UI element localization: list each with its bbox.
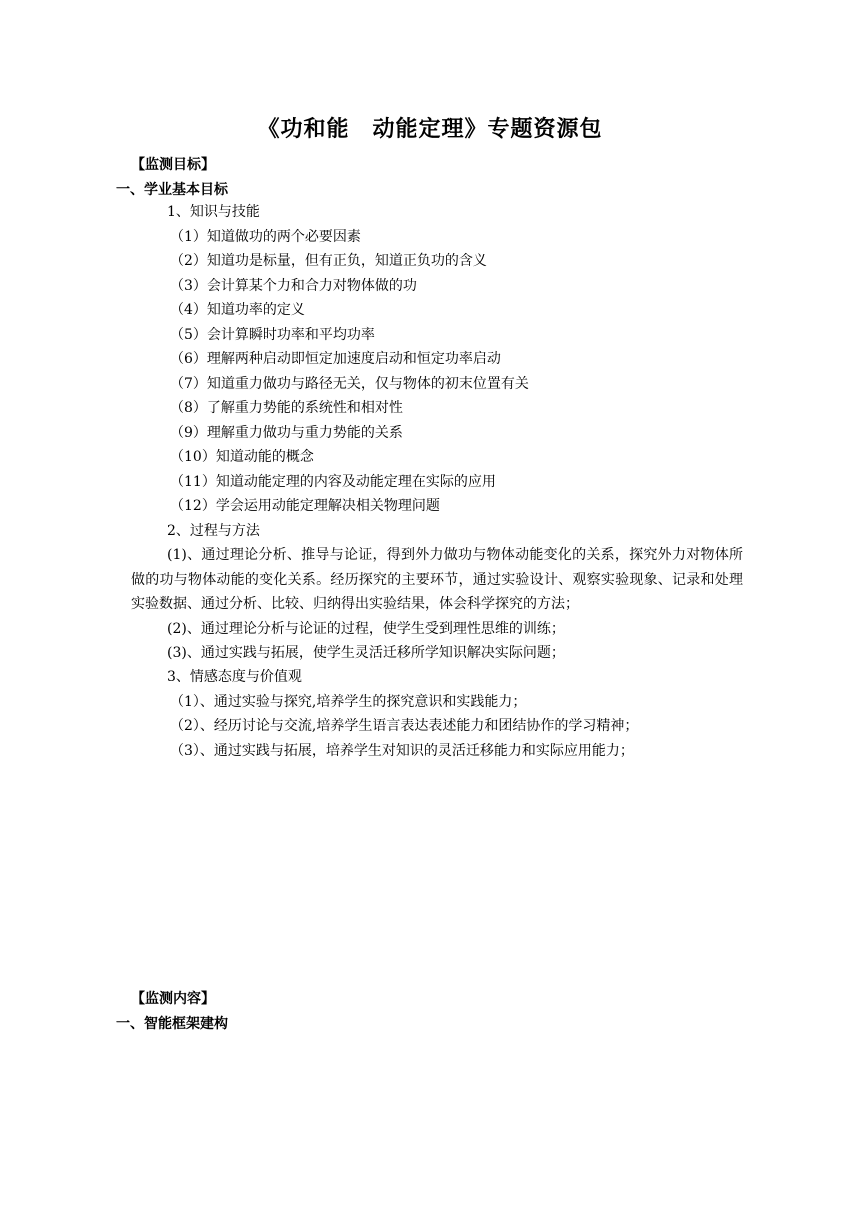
document-title: 《功和能 动能定理》专题资源包 (257, 116, 603, 142)
knowledge-item: （3）会计算某个力和合力对物体做的功 (170, 278, 417, 294)
knowledge-item: （7）知道重力做功与路径无关，仅与物体的初末位置有关 (170, 376, 529, 392)
process-paragraph: (2)、通过理论分析与论证的过程，使学生受到理性思维的训练； (167, 621, 565, 637)
attitude-values-heading: 3、情感态度与价值观 (167, 669, 302, 685)
knowledge-item: （9）理解重力做功与重力势能的关系 (170, 425, 403, 441)
process-method-heading: 2、过程与方法 (167, 523, 260, 539)
section-basic-goals-heading: 一、学业基本目标 (116, 182, 228, 198)
knowledge-item: （11）知道动能定理的内容及动能定理在实际的应用 (170, 474, 496, 490)
knowledge-item: （5）会计算瞬时功率和平均功率 (170, 327, 375, 343)
knowledge-item: （12）学会运用动能定理解决相关物理问题 (170, 498, 440, 514)
monitor-content-heading: 【监测内容】 (131, 991, 215, 1007)
attitude-item: （1）、通过实验与探究,培养学生的探究意识和实践能力； (170, 694, 527, 710)
attitude-item: （3）、通过实践与拓展，培养学生对知识的灵活迁移能力和实际应用能力； (170, 743, 634, 759)
knowledge-skills-heading: 1、知识与技能 (167, 204, 260, 220)
knowledge-item: （6）理解两种启动即恒定加速度启动和恒定功率启动 (170, 351, 501, 367)
knowledge-item: （1）知道做功的两个必要因素 (170, 229, 361, 245)
knowledge-item: （10）知道动能的概念 (170, 449, 314, 465)
process-paragraph: (1)、通过理论分析、推导与论证，得到外力做功与物体动能变化的关系，探究外力对物体所做的功与物体动能的变化关系。经历探究的主要环节，通过实验设计、观察实验现象、记录和处理实验数据、通过分析、比较、归纳得出实验结果，体会科学探究的方法； (131, 547, 743, 612)
attitude-item: （2）、经历讨论与交流,培养学生语言表达表述能力和团结协作的学习精神； (170, 718, 639, 734)
knowledge-item: （2）知道功是标量，但有正负，知道正负功的含义 (170, 253, 487, 269)
process-paragraph: (3)、通过实践与拓展，使学生灵活迁移所学知识解决实际问题； (167, 645, 565, 661)
section-framework-heading: 一、智能框架建构 (116, 1016, 228, 1032)
knowledge-item: （4）知道功率的定义 (170, 302, 305, 318)
knowledge-item: （8）了解重力势能的系统性和相对性 (170, 400, 403, 416)
monitor-goal-heading: 【监测目标】 (131, 157, 215, 173)
